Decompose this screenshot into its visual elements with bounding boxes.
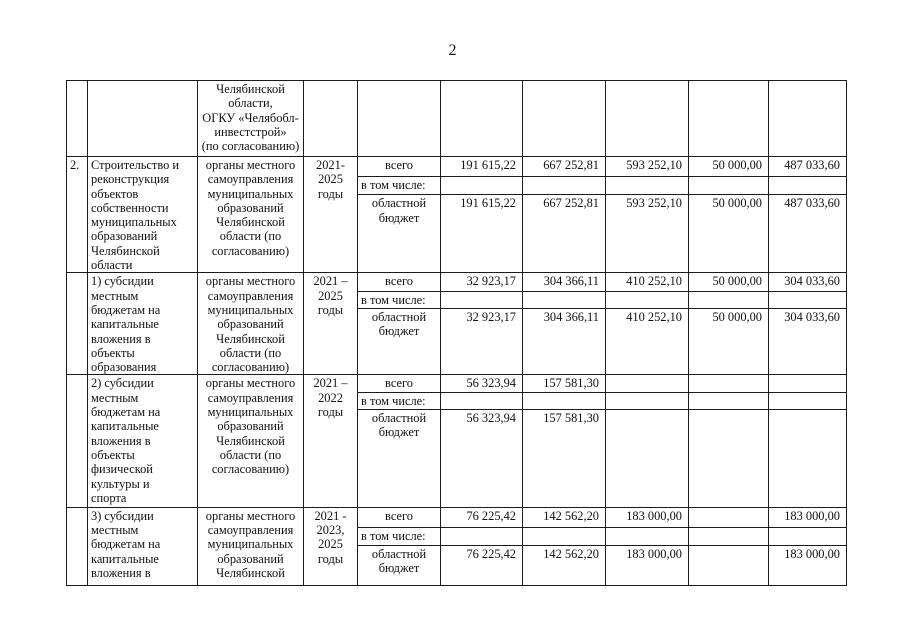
years-text: 2021 – 2022 годы [313, 376, 348, 420]
funding-source-label: областной бюджет [371, 546, 427, 576]
value-cell [689, 81, 769, 157]
row-number-text: 2. [70, 158, 80, 172]
value-cell [689, 157, 769, 177]
funding-source-label: в том числе: [361, 178, 426, 193]
value-cell [769, 81, 847, 157]
amount-value: 304 033,60 [784, 274, 840, 289]
value-cell [769, 507, 847, 527]
funding-source-label: всего [385, 508, 413, 523]
amount-value: 32 923,17 [466, 274, 516, 289]
funding-source-cell [358, 157, 441, 177]
years-cell [304, 375, 358, 507]
funding-source-label: в том числе: [361, 394, 426, 409]
value-cell [606, 157, 689, 177]
value-cell [769, 273, 847, 292]
value-cell [441, 375, 523, 393]
value-cell [441, 507, 523, 527]
value-cell [689, 273, 769, 292]
measure-name-cell [88, 507, 198, 585]
amount-value: 191 615,22 [460, 158, 516, 172]
value-cell [769, 292, 847, 309]
value-cell [523, 409, 606, 507]
value-cell [441, 273, 523, 292]
value-cell [606, 292, 689, 309]
funding-source-label: всего [385, 376, 413, 391]
value-cell [606, 393, 689, 409]
funding-source-label: в том числе: [361, 293, 426, 308]
amount-value: 410 252,10 [626, 274, 682, 289]
amount-value: 593 252,10 [626, 158, 682, 172]
amount-value: 593 252,10 [626, 196, 682, 211]
value-cell [441, 157, 523, 177]
executor-cell [198, 273, 304, 375]
amount-value: 487 033,60 [784, 158, 840, 172]
years-cell [304, 273, 358, 375]
amount-value: 50 000,00 [712, 158, 762, 172]
funding-source-cell [358, 507, 441, 527]
amount-value: 183 000,00 [626, 508, 682, 523]
value-cell [689, 507, 769, 527]
measure-row [67, 507, 847, 527]
value-cell [606, 507, 689, 527]
value-cell [523, 81, 606, 157]
value-cell [606, 409, 689, 507]
value-cell [689, 308, 769, 374]
measure-name-cell [88, 81, 198, 157]
value-cell [606, 81, 689, 157]
funding-source-cell [358, 527, 441, 545]
value-cell [441, 81, 523, 157]
value-cell [689, 393, 769, 409]
years-cell [304, 81, 358, 157]
value-cell [606, 195, 689, 273]
value-cell [769, 393, 847, 409]
executor-text: органы местного самоуправления муниципальных образований Челябинской области (по согласованию) [205, 158, 296, 258]
value-cell [689, 409, 769, 507]
executor-cell [198, 157, 304, 273]
amount-value: 191 615,22 [460, 196, 516, 211]
funding-source-cell [358, 273, 441, 292]
amount-value: 142 562,20 [543, 546, 599, 561]
funding-source-cell [358, 545, 441, 585]
value-cell [689, 545, 769, 585]
measure-name-text: 2) субсидии местным бюджетам на капитальные вложения в объекты физической культуры и спорта [91, 376, 161, 505]
value-cell [606, 545, 689, 585]
years-text: 2021 - 2023, 2025 годы [314, 508, 347, 566]
funding-source-cell [358, 409, 441, 507]
funding-source-label: областной бюджет [371, 410, 427, 440]
measure-row [67, 157, 847, 177]
executor-cell [198, 375, 304, 507]
measure-name-text: Строительство и реконструкция объектов собственности муниципальных образований Челябинской области [91, 158, 180, 273]
value-cell [689, 527, 769, 545]
amount-value: 76 225,42 [466, 508, 516, 523]
value-cell [769, 409, 847, 507]
value-cell [441, 393, 523, 409]
value-cell [441, 409, 523, 507]
value-cell [769, 545, 847, 585]
amount-value: 410 252,10 [626, 309, 682, 324]
measure-name-text: 3) субсидии местным бюджетам на капитальные вложения в [91, 508, 161, 580]
executor-cell [198, 81, 304, 157]
amount-value: 667 252,81 [543, 158, 599, 172]
value-cell [441, 308, 523, 374]
value-cell [523, 507, 606, 527]
funding-source-cell [358, 308, 441, 374]
value-cell [441, 527, 523, 545]
amount-value: 304 033,60 [784, 309, 840, 324]
amount-value: 157 581,30 [543, 410, 599, 425]
years-cell [304, 507, 358, 585]
row-number-cell [67, 375, 88, 507]
amount-value: 304 366,11 [543, 274, 599, 289]
years-text: 2021- 2025 годы [316, 158, 345, 201]
value-cell [523, 375, 606, 393]
value-cell [769, 177, 847, 195]
executor-cell [198, 507, 304, 585]
row-number-cell [67, 507, 88, 585]
measure-row [67, 273, 847, 292]
amount-value: 76 225,42 [466, 546, 516, 561]
amount-value: 56 323,94 [466, 410, 516, 425]
value-cell [523, 195, 606, 273]
funding-source-label: в том числе: [361, 528, 426, 543]
budget-table [66, 80, 847, 586]
value-cell [769, 157, 847, 177]
measure-name-cell [88, 273, 198, 375]
value-cell [689, 375, 769, 393]
value-cell [523, 545, 606, 585]
value-cell [689, 177, 769, 195]
amount-value: 50 000,00 [712, 309, 762, 324]
value-cell [441, 545, 523, 585]
row-number-cell [67, 273, 88, 375]
measure-name-cell [88, 157, 198, 273]
funding-source-cell [358, 177, 441, 195]
value-cell [441, 292, 523, 309]
page-number: 2 [448, 42, 457, 59]
value-cell [441, 177, 523, 195]
amount-value: 487 033,60 [784, 196, 840, 211]
value-cell [689, 292, 769, 309]
amount-value: 32 923,17 [466, 309, 516, 324]
amount-value: 183 000,00 [784, 508, 840, 523]
row-number-cell [67, 157, 88, 273]
row-number-cell [67, 81, 88, 157]
value-cell [523, 308, 606, 374]
value-cell [523, 393, 606, 409]
amount-value: 157 581,30 [543, 376, 599, 391]
value-cell [606, 375, 689, 393]
continuation-row [67, 81, 847, 157]
funding-source-label: всего [385, 158, 413, 172]
amount-value: 304 366,11 [543, 309, 599, 324]
value-cell [523, 292, 606, 309]
funding-source-label: областной бюджет [371, 196, 427, 225]
years-text: 2021 – 2025 годы [313, 274, 348, 317]
value-cell [606, 527, 689, 545]
value-cell [769, 195, 847, 273]
measure-name-text: 1) субсидии местным бюджетам на капитальные вложения в объекты образования [91, 274, 161, 375]
value-cell [769, 527, 847, 545]
funding-source-cell [358, 81, 441, 157]
value-cell [606, 308, 689, 374]
amount-value: 56 323,94 [466, 376, 516, 391]
funding-source-cell [358, 195, 441, 273]
amount-value: 183 000,00 [626, 546, 682, 561]
funding-source-cell [358, 375, 441, 393]
amount-value: 183 000,00 [784, 546, 840, 561]
measure-row [67, 375, 847, 393]
value-cell [689, 195, 769, 273]
amount-value: 50 000,00 [712, 196, 762, 211]
measure-name-cell [88, 375, 198, 507]
funding-source-cell [358, 393, 441, 409]
value-cell [523, 177, 606, 195]
value-cell [606, 273, 689, 292]
value-cell [769, 308, 847, 374]
value-cell [441, 195, 523, 273]
executor-text: органы местного самоуправления муниципальных образований Челябинской области (по согласованию) [205, 376, 296, 477]
funding-source-label: всего [385, 274, 413, 289]
years-cell [304, 157, 358, 273]
funding-source-cell [358, 292, 441, 309]
amount-value: 142 562,20 [543, 508, 599, 523]
value-cell [769, 375, 847, 393]
value-cell [606, 177, 689, 195]
amount-value: 667 252,81 [543, 196, 599, 211]
executor-text: органы местного самоуправления муниципальных образований Челябинской [205, 508, 296, 580]
value-cell [523, 273, 606, 292]
value-cell [523, 527, 606, 545]
amount-value: 50 000,00 [712, 274, 762, 289]
executor-text: Челябинской области, ОГКУ «Челябобл- инвестстрой» (по согласованию) [201, 82, 300, 154]
executor-text: органы местного самоуправления муниципальных образований Челябинской области (по согласованию) [205, 274, 296, 375]
value-cell [523, 157, 606, 177]
funding-source-label: областной бюджет [371, 309, 427, 339]
